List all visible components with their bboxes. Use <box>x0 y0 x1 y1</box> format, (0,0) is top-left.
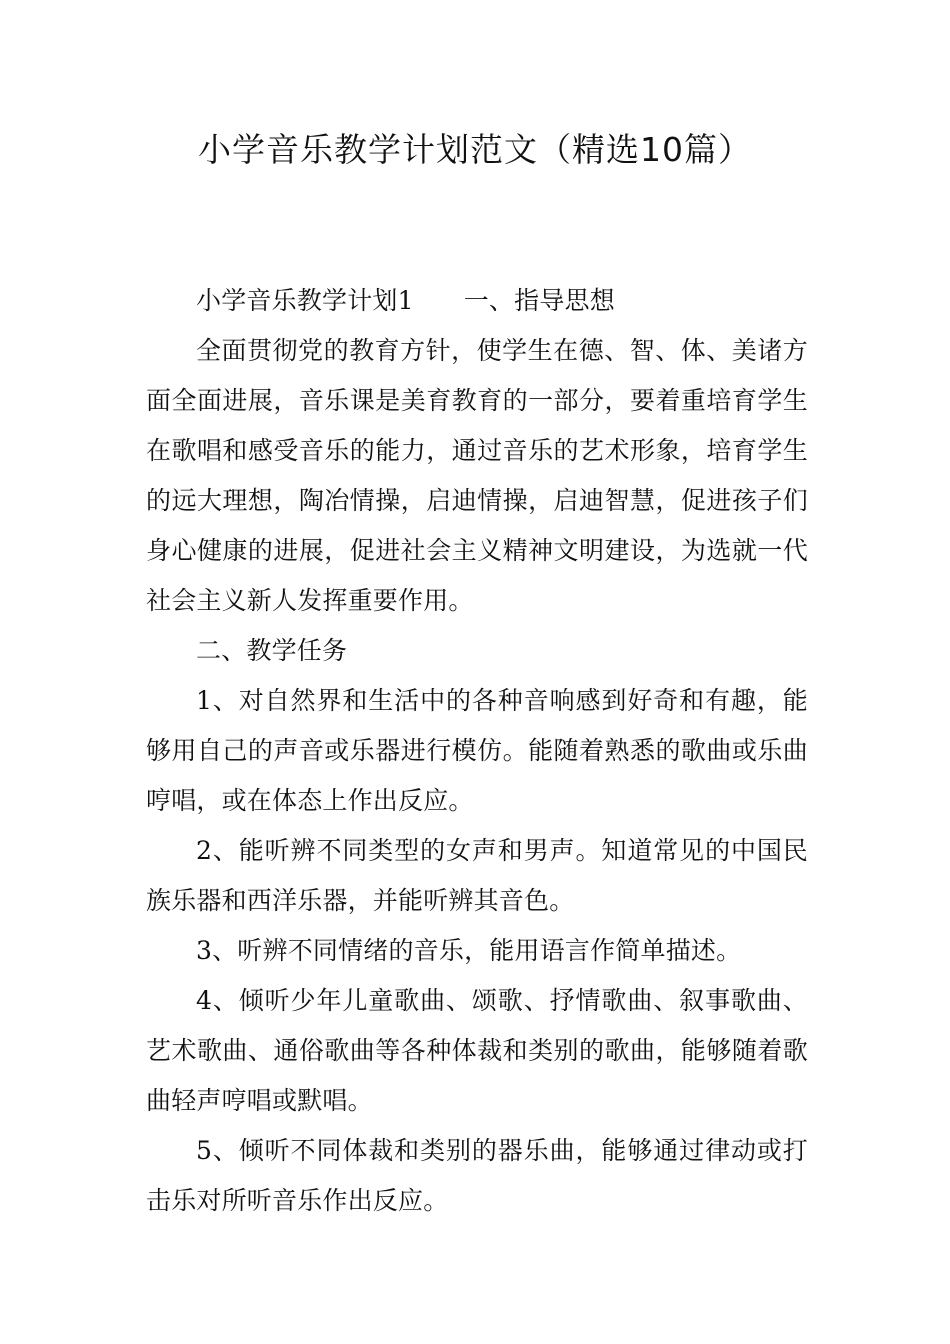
heading-teaching-tasks: 二、教学任务 <box>196 636 348 665</box>
document-body <box>146 276 808 1226</box>
section-heading-line <box>146 276 808 326</box>
task-item-1: 1、对自然界和生活中的各种音响感到好奇和有趣，能够用自己的声音或乐器进行模仿。能随着熟悉的歌曲或乐曲哼唱，或在体态上作出反应。 <box>146 686 808 815</box>
paragraph-guiding-ideology: 全面贯彻党的教育方针，使学生在德、智、体、美诸方面全面进展，音乐课是美育教育的一部分，要着重培育学生在歌唱和感受音乐的能力，通过音乐的艺术形象，培育学生的远大理想，陶冶情操，启迪情操，启迪智慧，促进孩子们身心健康的进展，促进社会主义精神文明建设，为选就一代社会主义新人发挥重要作用。 <box>146 336 808 615</box>
task-item-2: 2、能听辨不同类型的女声和男声。知道常见的中国民族乐器和西洋乐器，并能听辨其音色。 <box>146 836 808 915</box>
task-item-4: 4、倾听少年儿童歌曲、颂歌、抒情歌曲、叙事歌曲、艺术歌曲、通俗歌曲等各种体裁和类别的歌曲，能够随着歌曲轻声哼唱或默唱。 <box>146 986 808 1115</box>
section-title: 小学音乐教学计划1 <box>196 286 414 315</box>
document-title: 小学音乐教学计划范文（精选10篇） <box>198 130 752 169</box>
task-item-5: 5、倾听不同体裁和类别的器乐曲，能够通过律动或打击乐对所听音乐作出反应。 <box>146 1136 808 1215</box>
task-item-3: 3、听辨不同情绪的音乐，能用语言作简单描述。 <box>196 936 742 965</box>
heading-guiding-ideology: 一、指导思想 <box>463 286 615 315</box>
